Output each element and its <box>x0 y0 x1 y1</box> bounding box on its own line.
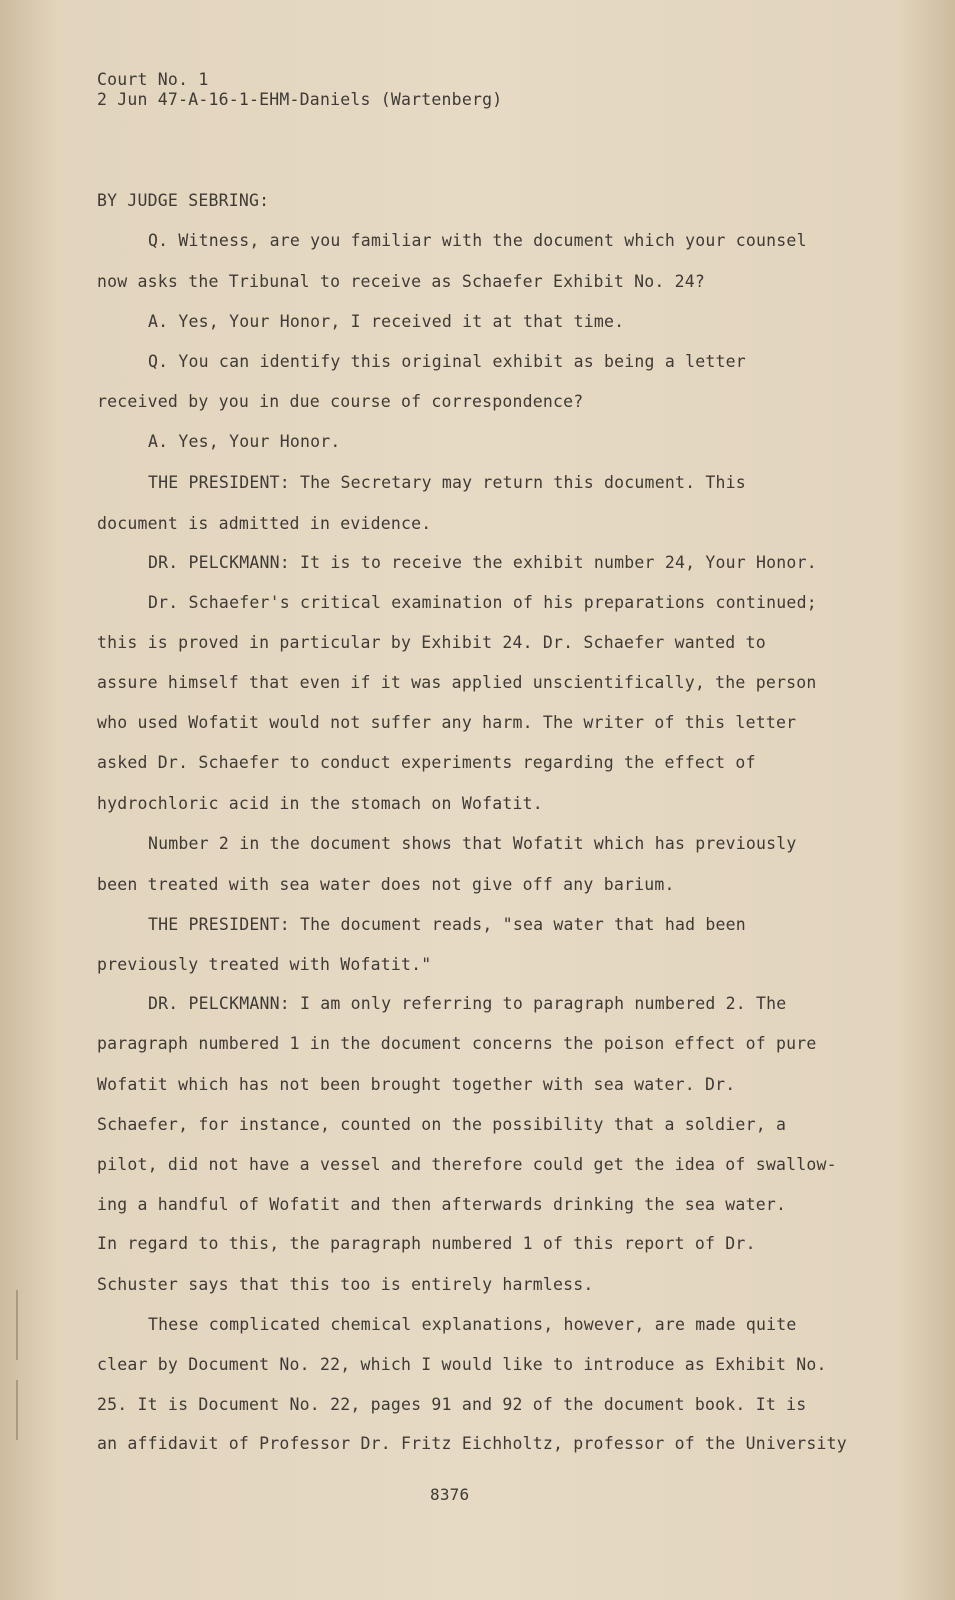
court-number: Court No. 1 <box>97 70 209 89</box>
page-number: 8376 <box>430 1485 470 1504</box>
text-line: THE PRESIDENT: The document reads, "sea water that had been <box>148 915 746 934</box>
text-line: previously treated with Wofatit." <box>97 955 432 974</box>
text-line: DR. PELCKMANN: I am only referring to paragraph numbered 2. The <box>148 994 787 1013</box>
text-line: document is admitted in evidence. <box>97 514 432 533</box>
text-line: A. Yes, Your Honor. <box>148 432 341 451</box>
text-line: 25. It is Document No. 22, pages 91 and 92 of the document book. It is <box>97 1395 807 1414</box>
text-line: THE PRESIDENT: The Secretary may return this document. This <box>148 473 746 492</box>
text-line: asked Dr. Schaefer to conduct experiments regarding the effect of <box>97 753 756 772</box>
text-line: In regard to this, the paragraph numbered 1 of this report of Dr. <box>97 1234 756 1253</box>
text-line: These complicated chemical explanations, however, are made quite <box>148 1315 797 1334</box>
text-line: been treated with sea water does not give off any barium. <box>97 875 675 894</box>
margin-mark <box>16 1290 18 1360</box>
text-line: this is proved in particular by Exhibit 24. Dr. Schaefer wanted to <box>97 633 766 652</box>
text-line: now asks the Tribunal to receive as Schaefer Exhibit No. 24? <box>97 272 706 291</box>
text-line: Dr. Schaefer's critical examination of his preparations continued; <box>148 593 817 612</box>
text-line: pilot, did not have a vessel and therefore could get the idea of swallow- <box>97 1155 837 1174</box>
text-line: Schaefer, for instance, counted on the possibility that a soldier, a <box>97 1115 787 1134</box>
text-line: Schuster says that this too is entirely harmless. <box>97 1275 594 1294</box>
speaker-heading: BY JUDGE SEBRING: <box>97 191 270 210</box>
text-line: hydrochloric acid in the stomach on Wofatit. <box>97 794 543 813</box>
document-reference: 2 Jun 47-A-16-1-EHM-Daniels (Wartenberg) <box>97 90 503 109</box>
text-line: DR. PELCKMANN: It is to receive the exhibit number 24, Your Honor. <box>148 553 817 572</box>
text-line: Q. You can identify this original exhibit as being a letter <box>148 352 746 371</box>
text-line: received by you in due course of correspondence? <box>97 392 584 411</box>
text-line: paragraph numbered 1 in the document concerns the poison effect of pure <box>97 1034 817 1053</box>
text-line: clear by Document No. 22, which I would like to introduce as Exhibit No. <box>97 1355 827 1374</box>
text-line: A. Yes, Your Honor, I received it at that time. <box>148 312 625 331</box>
text-line: Q. Witness, are you familiar with the document which your counsel <box>148 231 807 250</box>
text-line: who used Wofatit would not suffer any harm. The writer of this letter <box>97 713 797 732</box>
text-line: assure himself that even if it was applied unscientifically, the person <box>97 673 817 692</box>
text-line: an affidavit of Professor Dr. Fritz Eichholtz, professor of the University <box>97 1434 847 1453</box>
text-line: Number 2 in the document shows that Wofatit which has previously <box>148 834 797 853</box>
text-line: ing a handful of Wofatit and then afterwards drinking the sea water. <box>97 1195 787 1214</box>
text-line: Wofatit which has not been brought together with sea water. Dr. <box>97 1075 736 1094</box>
margin-mark <box>16 1380 18 1440</box>
